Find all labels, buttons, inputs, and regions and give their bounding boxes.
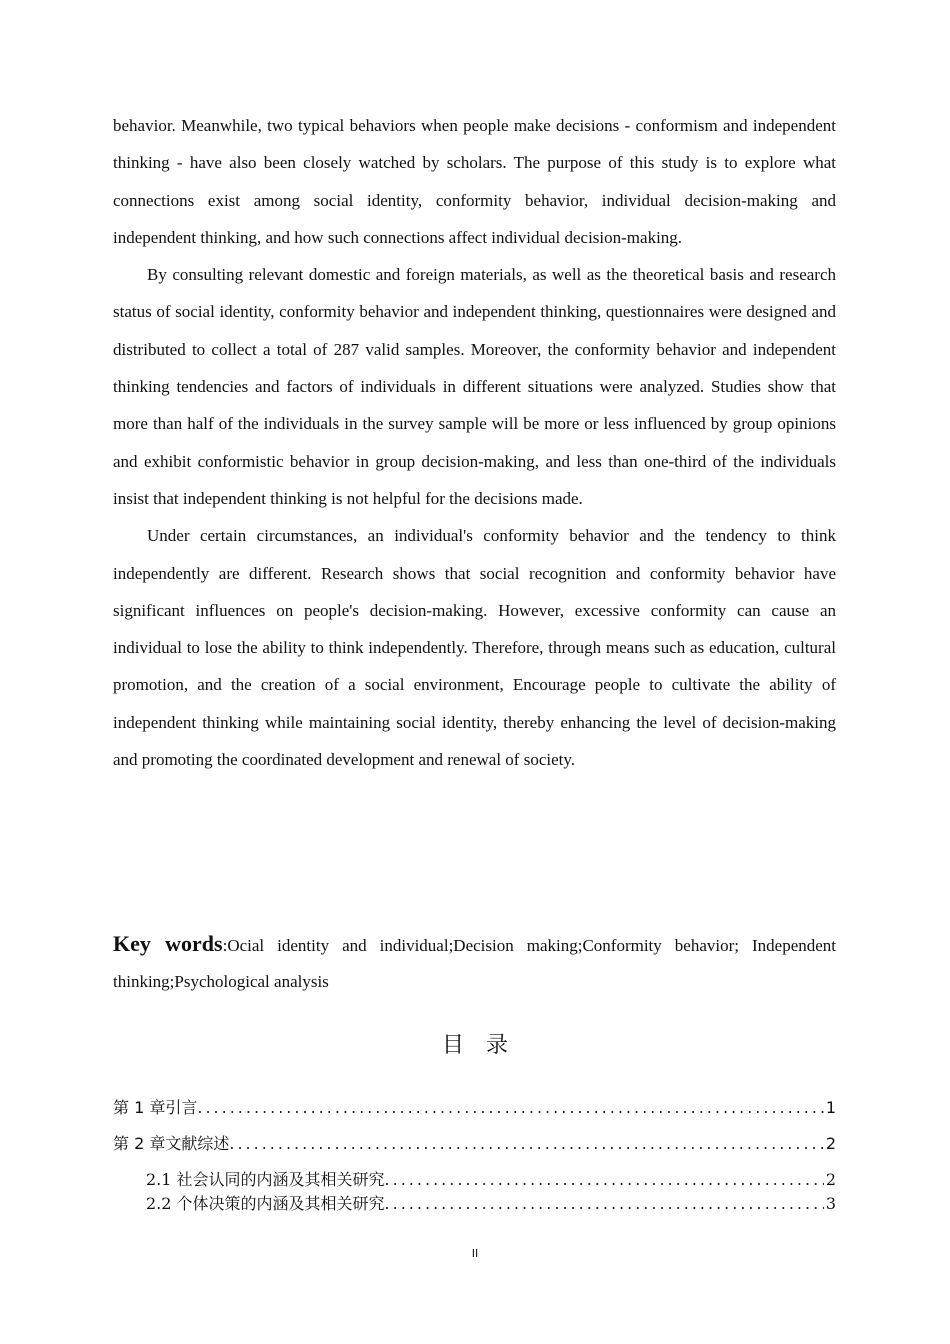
toc-entry-label: 第 2 章文献综述	[113, 1134, 230, 1153]
toc-entry-section-2-1[interactable]	[146, 1167, 836, 1190]
toc-entry-page: 2	[825, 1134, 836, 1153]
abstract-paragraph-1: behavior. Meanwhile, two typical behaviors when people make decisions - conformism and independent thinking - have also been closely watched by scholars. The purpose of this study is to explore what connections exist among social identity, conformity behavior, individual decision-making and independent thinking, and how such connections affect individual decision-making.	[113, 116, 836, 247]
toc-leader-dots	[385, 1170, 824, 1189]
toc-entry-section-2-2[interactable]	[146, 1191, 836, 1214]
abstract-paragraph-3: Under certain circumstances, an individual's conformity behavior and the tendency to think independently are different. Research shows that social recognition and conformity behavior have significant influences on people's decision-making. However, excessive conformity can cause an individual to lose the ability to think independently. Therefore, through means such as education, cultural promotion, and the creation of a social environment, Encourage people to cultivate the ability of independent thinking while maintaining social identity, thereby enhancing the level of decision-making and promoting the coordinated development and renewal of society.	[113, 526, 836, 770]
toc-entry-page: 2	[825, 1170, 836, 1189]
toc-entry-label: 2.2 个体决策的内涵及其相关研究	[146, 1194, 385, 1213]
toc-title: 目录	[441, 1033, 530, 1058]
toc-leader-dots	[229, 1134, 823, 1153]
toc-entry-page: 1	[825, 1098, 836, 1117]
page-number: II	[471, 1247, 479, 1260]
toc-entry-page: 3	[825, 1194, 836, 1213]
keywords-section	[113, 926, 836, 1000]
abstract-body	[113, 107, 836, 778]
toc-leader-dots	[385, 1194, 824, 1213]
toc-entry-label: 2.1 社会认同的内涵及其相关研究	[146, 1170, 385, 1189]
toc-entry-label: 第 1 章引言	[113, 1098, 198, 1117]
keywords-label: Key words	[113, 931, 223, 956]
abstract-paragraph-2: By consulting relevant domestic and foreign materials, as well as the theoretical basis and research status of social identity, conformity behavior and independent thinking, questionnaires were designed and distributed to collect a total of 287 valid samples. Moreover, the conformity behavior and independent thinking tendencies and factors of individuals in different situations were analyzed. Studies show that more than half of the individuals in the survey sample will be more or less influenced by group opinions and exhibit conformistic behavior in group decision-making, and less than one-third of the individuals insist that independent thinking is not helpful for the decisions made.	[113, 265, 836, 508]
toc-leader-dots	[197, 1098, 823, 1117]
toc-entry-chapter-1[interactable]	[113, 1095, 836, 1118]
keywords-text: Ocial identity and individual;Decision making;Conformity behavior; Independent thinking;Psychological analysis	[113, 936, 837, 991]
toc-entry-chapter-2[interactable]	[113, 1131, 836, 1154]
keywords-separator: :	[222, 936, 228, 955]
